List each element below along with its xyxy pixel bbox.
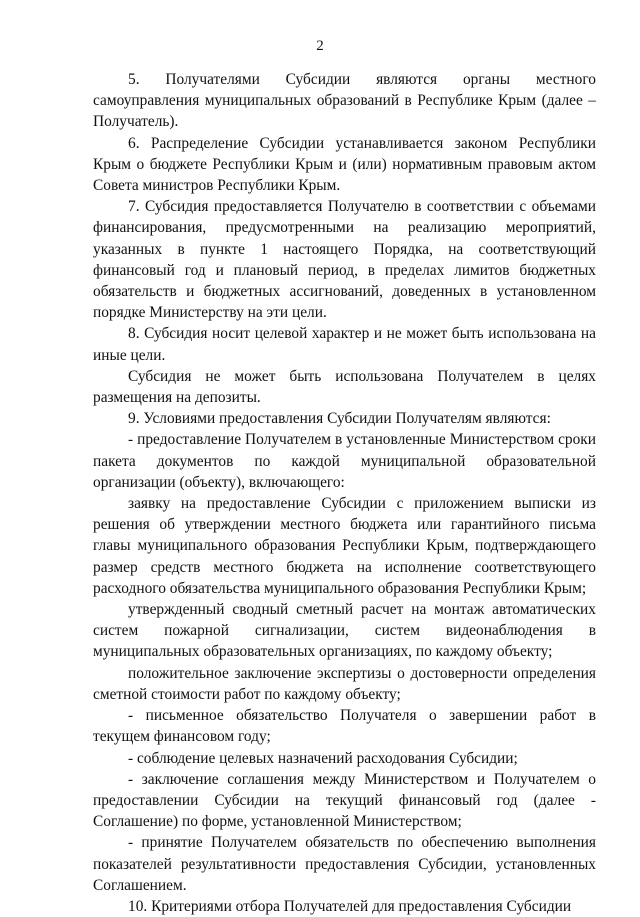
condition-estimate: утвержденный сводный сметный расчет на монтаж автоматических систем пожарной сигнализации, систем видеонаблюдения в муниципальных образовательных организациях, по каждому объекту; [93, 601, 596, 661]
paragraph-10: 10. Критериями отбора Получателей для предоставления Субсидии [128, 897, 572, 915]
page-number: 2 [316, 38, 324, 54]
paragraph-7: 7. Субсидия предоставляется Получателю в соответствии с объемами финансирования, предусмотренными на реализацию мероприятий, указанных в пункте 1 настоящего Порядка, на соответствующий финансовый год и плановый период, в пределах лимитов бюджетных обязательств и бюджетных ассигнований, доведенных в установленном порядке Министерству на эти цели. [93, 198, 596, 322]
document-body [93, 69, 596, 917]
condition-expertise: положительное заключение экспертизы о достоверности определения сметной стоимости работ по каждому объекту; [93, 664, 596, 703]
paragraph-6: 6. Распределение Субсидии устанавливается законом Республики Крым о бюджете Республики Крым и (или) нормативным правовым актом Совета министров Республики Крым. [93, 134, 596, 195]
condition-obligation: - письменное обязательство Получателя о завершении работ в текущем финансовом году; [93, 707, 596, 746]
condition-agreement: - заключение соглашения между Министерством и Получателем о предоставлении Субсидии на текущий финансовый год (далее - Соглашение) по форме, установленной Министерством; [93, 770, 596, 831]
paragraph-5: 5. Получателями Субсидии являются органы местного самоуправления муниципальных образований в Республике Крым (далее – Получатель). [93, 71, 596, 131]
paragraph-8-deposit: Субсидия не может быть использована Получателем в целях размещения на депозиты. [93, 367, 596, 407]
condition-documents: - предоставление Получателем в установленные Министерством сроки пакета документов по каждой муниципальной образовательной организации (объекту), включающего: [93, 431, 596, 491]
paragraph-8: 8. Субсидия носит целевой характер и не может быть использована на иные цели. [93, 325, 596, 364]
paragraph-9: 9. Условиями предоставления Субсидии Получателям являются: [128, 410, 551, 428]
condition-targeted-use: - соблюдение целевых назначений расходования Субсидии; [128, 749, 518, 767]
condition-performance: - принятие Получателем обязательств по обеспечению выполнения показателей результативности предоставления Субсидии, установленных Соглашением. [93, 834, 596, 894]
condition-application: заявку на предоставление Субсидии с приложением выписки из решения об утверждении местного бюджета или гарантийного письма главы муниципального образования Республики Крым, подтверждающего размер средств местного бюджета на исполнение соответствующего расходного обязательства муниципального образования Республики Крым; [93, 495, 596, 597]
